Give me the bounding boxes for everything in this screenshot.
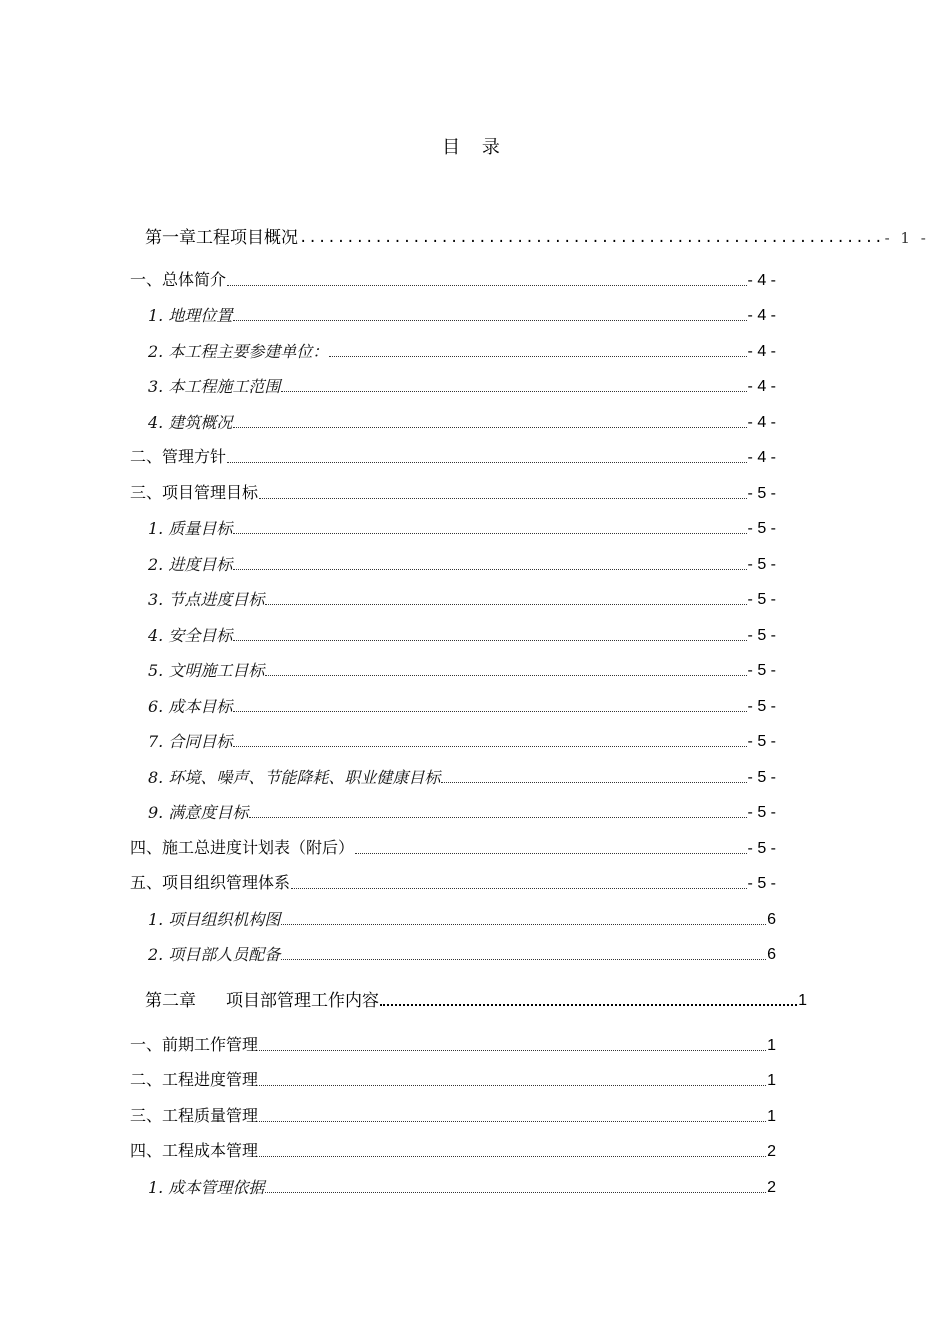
dot-leader: .............................................................. <box>299 230 884 246</box>
toc-entry[interactable] <box>130 1032 776 1056</box>
toc-entry[interactable] <box>148 906 776 930</box>
entry-label: 三、工程质量管理 <box>130 1108 259 1125</box>
page-number: - 4 - <box>747 449 776 466</box>
dot-leader <box>259 1049 766 1051</box>
toc-entry[interactable] <box>148 338 776 362</box>
toc-entry[interactable] <box>130 444 776 468</box>
page-number: - 5 - <box>747 591 776 608</box>
dot-leader <box>281 390 746 392</box>
toc-entry[interactable] <box>130 1138 776 1162</box>
entry-label: 4. 安全目标 <box>148 626 233 645</box>
dot-leader <box>259 1120 766 1122</box>
toc-entry[interactable] <box>148 515 776 539</box>
entry-label: 4. 建筑概况 <box>148 413 233 432</box>
dot-leader <box>233 745 746 747</box>
dot-leader <box>281 923 766 925</box>
dot-leader <box>233 319 746 321</box>
entry-label: 二、管理方针 <box>130 449 227 466</box>
entry-label: 2. 项目部人员配备 <box>148 945 281 964</box>
dot-leader <box>265 674 746 676</box>
entry-label: 8. 环境、噪声、节能降耗、职业健康目标 <box>148 768 441 787</box>
page-number: 1 <box>767 1037 776 1054</box>
page-number: 2 <box>767 1179 776 1196</box>
page-number: - 5 - <box>747 556 776 573</box>
toc-entry[interactable] <box>148 622 776 646</box>
page-number: - 1 - <box>884 229 929 247</box>
page-number: - 5 - <box>747 804 776 821</box>
entry-label: 一、总体简介 <box>130 272 227 289</box>
entry-label: 5. 文明施工目标 <box>148 661 265 680</box>
dot-leader <box>227 284 747 286</box>
dot-leader <box>380 1003 797 1006</box>
entry-label: 1. 成本管理依据 <box>148 1178 265 1197</box>
toc-entry[interactable] <box>148 693 776 717</box>
entry-label: 1. 地理位置 <box>148 306 233 325</box>
toc-entry[interactable] <box>148 409 776 433</box>
page-number: - 5 - <box>747 662 776 679</box>
dot-leader <box>265 603 746 605</box>
toc-entry[interactable] <box>148 728 776 752</box>
toc-entry[interactable] <box>148 302 776 326</box>
page-number: - 4 - <box>747 307 776 324</box>
toc-entry[interactable] <box>148 551 776 575</box>
dot-leader <box>233 710 746 712</box>
toc-title: 目 录 <box>442 137 508 158</box>
entry-label: 二、工程进度管理 <box>130 1072 259 1089</box>
entry-label: 7. 合同目标 <box>148 732 233 751</box>
page-number: - 4 - <box>747 378 776 395</box>
dot-leader <box>249 816 746 818</box>
toc-entry[interactable] <box>130 267 776 291</box>
page-number: 1 <box>767 1108 776 1125</box>
entry-label: 2. 进度目标 <box>148 555 233 574</box>
entry-label: 1. 项目组织机构图 <box>148 910 281 929</box>
dot-leader <box>265 1191 766 1193</box>
toc-entry[interactable] <box>130 870 776 894</box>
entry-label: 9. 满意度目标 <box>148 803 249 822</box>
entry-label: 四、工程成本管理 <box>130 1143 259 1160</box>
toc-chapter-1[interactable] <box>145 224 929 248</box>
page-number: - 5 - <box>747 769 776 786</box>
toc-entry[interactable] <box>148 941 776 965</box>
dot-leader <box>233 426 746 428</box>
chapter-title: 工程项目概况 <box>196 228 298 247</box>
page-number: 2 <box>767 1143 776 1160</box>
dot-leader <box>291 887 747 889</box>
page-number: - 5 - <box>747 698 776 715</box>
entry-label: 五、项目组织管理体系 <box>130 875 291 892</box>
chapter-number: 第二章 <box>145 991 196 1010</box>
dot-leader <box>259 497 747 499</box>
page-number: - 5 - <box>747 520 776 537</box>
toc-entry[interactable] <box>148 799 776 823</box>
page-number: - 5 - <box>747 485 776 502</box>
page-number: - 5 - <box>747 627 776 644</box>
toc-entry[interactable] <box>148 1174 776 1198</box>
page-number: - 4 - <box>747 414 776 431</box>
page-number: - 5 - <box>747 840 776 857</box>
toc-entry[interactable] <box>148 764 776 788</box>
page-number: - 4 - <box>747 272 776 289</box>
dot-leader <box>227 461 747 463</box>
toc-entry[interactable] <box>130 835 776 859</box>
entry-label: 三、项目管理目标 <box>130 485 259 502</box>
page-number: 1 <box>767 1072 776 1089</box>
page-number: 6 <box>767 946 776 963</box>
entry-label: 6. 成本目标 <box>148 697 233 716</box>
chapter-number: 第一章 <box>145 228 196 247</box>
entry-label: 3. 本工程施工范围 <box>148 377 281 396</box>
entry-label: 一、前期工作管理 <box>130 1037 259 1054</box>
page-number: - 5 - <box>747 875 776 892</box>
toc-entry[interactable] <box>148 657 776 681</box>
dot-leader <box>355 852 747 854</box>
page-number: - 5 - <box>747 733 776 750</box>
dot-leader <box>281 958 766 960</box>
page-number: - 4 - <box>747 343 776 360</box>
dot-leader <box>259 1155 766 1157</box>
dot-leader <box>233 532 746 534</box>
page-number: 1 <box>798 992 807 1009</box>
chapter-title: 项目部管理工作内容 <box>226 991 379 1010</box>
toc-chapter-2[interactable] <box>145 987 807 1011</box>
toc-entry[interactable] <box>130 1103 776 1127</box>
dot-leader <box>441 781 746 783</box>
dot-leader <box>233 639 746 641</box>
toc-entry[interactable] <box>148 586 776 610</box>
dot-leader <box>259 1084 766 1086</box>
dot-leader <box>329 355 746 357</box>
entry-label: 3. 节点进度目标 <box>148 590 265 609</box>
toc-entry[interactable] <box>130 480 776 504</box>
entry-label: 1. 质量目标 <box>148 519 233 538</box>
toc-entry[interactable] <box>148 373 776 397</box>
dot-leader <box>233 568 746 570</box>
entry-label: 2. 本工程主要参建单位： <box>148 342 329 361</box>
entry-label: 四、施工总进度计划表（附后） <box>130 840 355 857</box>
page-number: 6 <box>767 911 776 928</box>
toc-entry[interactable] <box>130 1067 776 1091</box>
